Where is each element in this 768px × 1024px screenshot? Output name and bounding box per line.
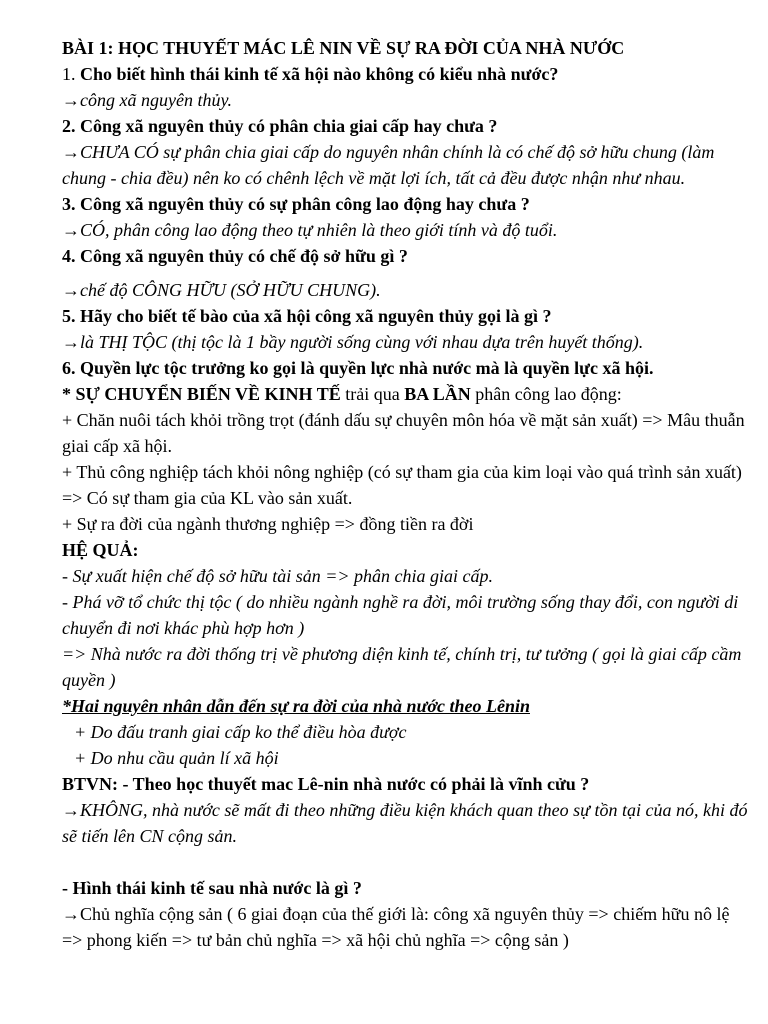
- after-state-answer: [62, 901, 752, 953]
- homework-answer: [62, 797, 752, 849]
- question-4: 4. Công xã nguyên thủy có chế độ sở hữu gì ?: [62, 246, 408, 266]
- consequence-item: - Sự xuất hiện chế độ sở hữu tài sản => phân chia giai cấp.: [62, 566, 493, 586]
- reason-item: + Do nhu cầu quản lí xã hội: [74, 748, 279, 768]
- arrow-icon: →: [62, 142, 80, 162]
- document-title: BÀI 1: HỌC THUYẾT MÁC LÊ NIN VỀ SỰ RA ĐỜI CỦA NHÀ NƯỚC: [62, 38, 625, 58]
- answer-1-text: công xã nguyên thủy.: [80, 90, 232, 110]
- transition-item: + Sự ra đời của ngành thương nghiệp => đồng tiền ra đời: [62, 514, 474, 534]
- homework-question: BTVN: - Theo học thuyết mac Lê-nin nhà nước có phải là vĩnh cửu ?: [62, 774, 590, 794]
- arrow-icon: →: [62, 800, 80, 820]
- answer-2-text: CHƯA CÓ sự phân chia giai cấp do nguyên nhân chính là có chế độ sở hữu chung (làm chung - chia đều) nên ko có chênh lệch về mặt lợi ích, tất cả đều được nhận như nhau.: [62, 142, 715, 188]
- question-1: [62, 61, 752, 87]
- transition-item: + Chăn nuôi tách khỏi trồng trọt (đánh dấu sự chuyên môn hóa về mặt sản xuất) => Mâu thuẫn giai cấp xã hội.: [62, 410, 745, 456]
- answer-3: [62, 217, 752, 243]
- reason-item: + Do đấu tranh giai cấp ko thể điều hòa được: [74, 722, 407, 742]
- transition-emphasis: BA LẦN: [404, 384, 471, 404]
- statement-6: 6. Quyền lực tộc trưởng ko gọi là quyền lực nhà nước mà là quyền lực xã hội.: [62, 358, 654, 378]
- answer-4-text: chế độ CÔNG HỮU (SỞ HỮU CHUNG).: [80, 280, 381, 300]
- question-3: 3. Công xã nguyên thủy có sự phân công lao động hay chưa ?: [62, 194, 530, 214]
- answer-4: [62, 277, 752, 303]
- question-1-text: Cho biết hình thái kinh tế xã hội nào không có kiểu nhà nước?: [80, 64, 559, 84]
- consequence-item: - Phá vỡ tổ chức thị tộc ( do nhiều ngành nghề ra đời, môi trường sống thay đổi, con người di chuyển đi nơi khác phù hợp hơn ): [62, 592, 739, 638]
- after-state-question: - Hình thái kinh tế sau nhà nước là gì ?: [62, 878, 362, 898]
- transition-middle: trải qua: [340, 384, 405, 404]
- arrow-icon: →: [62, 90, 80, 110]
- homework-answer-text: KHÔNG, nhà nước sẽ mất đi theo những điều kiện khách quan theo sự tồn tại của nó, khi đó sẽ tiến lên CN cộng sản.: [62, 800, 748, 846]
- arrow-icon: →: [62, 904, 80, 924]
- reasons-heading: *Hai nguyên nhân dẫn đến sự ra đời của nhà nước theo Lênin: [62, 696, 530, 716]
- consequences-heading: HỆ QUẢ:: [62, 540, 139, 560]
- question-1-number: 1.: [62, 64, 76, 84]
- answer-1: [62, 87, 752, 113]
- document-page: [62, 35, 752, 953]
- consequence-item: => Nhà nước ra đời thống trị về phương diện kinh tế, chính trị, tư tưởng ( gọi là giai cấp cầm quyền ): [62, 644, 742, 690]
- arrow-icon: →: [62, 332, 80, 352]
- after-state-answer-text: Chủ nghĩa cộng sản ( 6 giai đoạn của thế giới là: công xã nguyên thủy => chiếm hữu nô lệ => phong kiến => tư bản chủ nghĩa => xã hội chủ nghĩa => cộng sản ): [62, 904, 730, 950]
- spacer: [62, 269, 752, 277]
- question-2: 2. Công xã nguyên thủy có phân chia giai cấp hay chưa ?: [62, 116, 498, 136]
- answer-5-text: là THỊ TỘC (thị tộc là 1 bầy người sống cùng với nhau dựa trên huyết thống).: [80, 332, 644, 352]
- question-5: 5. Hãy cho biết tế bào của xã hội công xã nguyên thủy gọi là gì ?: [62, 306, 552, 326]
- transition-heading-line: [62, 381, 752, 407]
- spacer: [62, 849, 752, 875]
- answer-5: [62, 329, 752, 355]
- arrow-icon: →: [62, 280, 80, 300]
- answer-3-text: CÓ, phân công lao động theo tự nhiên là theo giới tính và độ tuổi.: [80, 220, 558, 240]
- transition-item: + Thủ công nghiệp tách khỏi nông nghiệp (có sự tham gia của kim loại vào quá trình sản xuất) => Có sự tham gia của KL vào sản xuất.: [62, 462, 742, 508]
- transition-heading: * SỰ CHUYỂN BIẾN VỀ KINH TẾ: [62, 384, 341, 404]
- transition-tail: phân công lao động:: [470, 384, 622, 404]
- arrow-icon: →: [62, 220, 80, 240]
- answer-2: [62, 139, 752, 191]
